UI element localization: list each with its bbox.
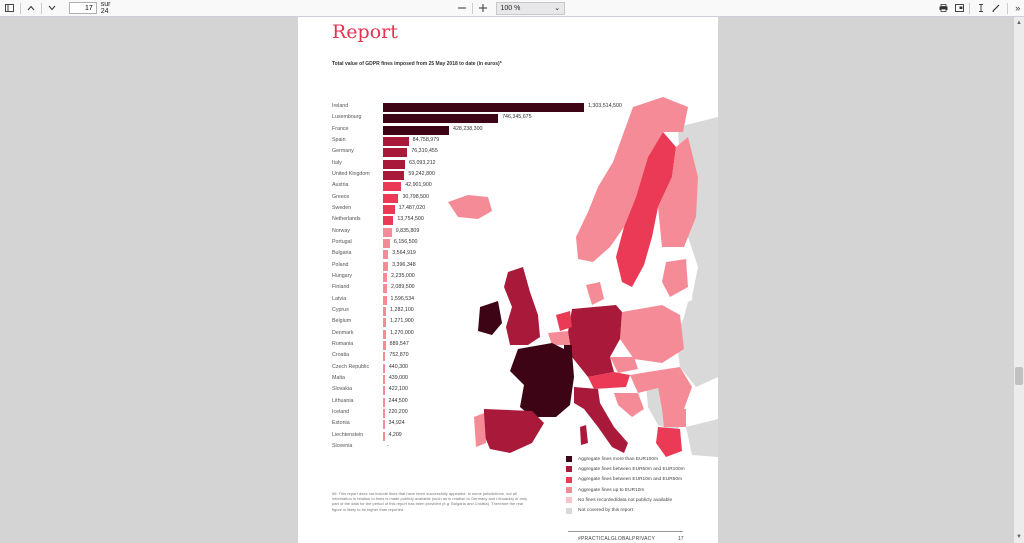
country-label: Slovenia	[332, 442, 353, 449]
chart-row	[332, 385, 632, 396]
next-page-button[interactable]	[46, 1, 59, 15]
chart-row	[332, 147, 632, 158]
fine-value-label: 428,238,300	[453, 125, 483, 132]
country-label: Poland	[332, 261, 349, 268]
chart-row	[332, 340, 632, 351]
country-label: Luxembourg	[332, 114, 362, 121]
footer-divider	[568, 531, 683, 532]
country-label: United Kingdom	[332, 170, 370, 177]
fine-bar	[383, 262, 388, 271]
fine-value-label: 4,209	[388, 431, 402, 438]
fine-bar	[383, 194, 398, 203]
chart-row	[332, 431, 632, 442]
chart-subtitle: Total value of GDPR fines imposed from 25 May 2018 to date (in euros)*	[332, 61, 502, 67]
chart-row	[332, 363, 632, 374]
fine-value-label: 746,345,675	[502, 114, 532, 121]
fine-value-label: 9,835,809	[395, 227, 420, 234]
country-label: Norway	[332, 227, 350, 234]
fine-value-label: 84,758,979	[412, 136, 440, 143]
fine-bar	[383, 126, 449, 135]
pdf-toolbar	[0, 0, 1024, 17]
chevron-down-icon: ⌄	[554, 5, 561, 12]
fine-bar	[383, 137, 409, 146]
fine-bar	[383, 318, 386, 327]
toolbar-divider	[472, 3, 473, 14]
country-label: Lithuania	[332, 397, 354, 404]
save-icon[interactable]	[953, 1, 966, 15]
zoom-out-button[interactable]	[455, 1, 468, 15]
zoom-value: 100 %	[500, 4, 521, 12]
chart-row	[332, 397, 632, 408]
fine-bar	[383, 216, 393, 225]
fine-bar	[383, 409, 385, 418]
chart-row	[332, 215, 632, 226]
country-label: Croatia	[332, 352, 350, 359]
chart-row	[332, 193, 632, 204]
chart-row	[332, 170, 632, 181]
page-title: Report	[332, 21, 398, 43]
fine-value-label: 1,303,514,500	[588, 103, 622, 109]
chart-row	[332, 102, 632, 113]
country-label: Spain	[332, 136, 346, 143]
chart-row	[332, 272, 632, 283]
legend-item	[566, 505, 685, 515]
fine-bar	[383, 160, 405, 169]
country-label: Latvia	[332, 295, 347, 302]
fine-bar	[383, 352, 385, 361]
country-label: Cyprus	[332, 306, 349, 313]
chart-row	[332, 261, 632, 272]
legend-label: Aggregate fines up to EUR10m	[578, 487, 645, 493]
country-label: Slovakia	[332, 386, 353, 393]
fines-bar-chart	[332, 102, 632, 453]
toolbar-divider	[1007, 3, 1008, 14]
country-label: Finland	[332, 284, 350, 291]
legend-swatch	[566, 497, 572, 503]
fine-value-label: 439,000	[388, 374, 408, 381]
country-label: Iceland	[332, 408, 350, 415]
country-label: Estonia	[332, 420, 350, 427]
fine-bar	[383, 375, 385, 384]
footnote: 56. This report does not include fines that have been successfully appealed. In some jurisdictions, not all information in relation to fines is made publicly available (such as in relation to Germany and Lithuania) or only part of the data for the period of this report has been provided (e.g. Bulgaria and Croatia). Therefore the real figure is likely to be higher than reported.	[332, 491, 527, 512]
country-label: Ireland	[332, 103, 349, 109]
fine-bar	[383, 386, 385, 395]
country-label: Portugal	[332, 238, 352, 245]
country-label: Italy	[332, 159, 342, 166]
scroll-up-icon[interactable]: ▲	[1016, 20, 1022, 26]
chart-row	[332, 136, 632, 147]
legend-item	[566, 475, 685, 485]
fine-bar	[383, 228, 392, 237]
legend-swatch	[566, 508, 572, 514]
country-label: Czech Republic	[332, 363, 370, 370]
fine-value-label: 13,754,500	[397, 216, 424, 223]
chart-row	[332, 238, 632, 249]
toolbar-divider	[41, 3, 42, 14]
fine-bar	[383, 114, 498, 123]
country-label: Hungary	[332, 272, 353, 279]
fine-bar	[383, 103, 584, 112]
fine-value-label: 17,487,020	[398, 204, 426, 211]
fine-value-label: 3,564,919	[392, 250, 416, 257]
country-label: Belgium	[332, 318, 352, 325]
fine-value-label: 1,271,900	[390, 318, 414, 325]
fine-bar	[383, 171, 404, 180]
legend-label: Aggregate fines between EUR10m and EUR50m	[578, 477, 682, 483]
country-label: Bulgaria	[332, 250, 352, 257]
legend-swatch	[566, 477, 572, 483]
fine-value-label: 1,282,100	[390, 306, 414, 313]
page-number-input[interactable]	[69, 2, 97, 14]
country-label: Greece	[332, 193, 350, 200]
country-label: Denmark	[332, 329, 354, 336]
fine-value-label: 1,270,000	[390, 329, 414, 336]
chart-row	[332, 329, 632, 340]
chart-row	[332, 419, 632, 430]
previous-page-button[interactable]	[25, 1, 38, 15]
fine-bar	[383, 182, 401, 191]
scroll-thumb[interactable]	[1015, 367, 1023, 385]
fine-value-label: 752,870	[389, 352, 409, 359]
vertical-scrollbar[interactable]	[1014, 17, 1024, 543]
fine-bar	[383, 250, 388, 259]
country-label: Germany	[332, 148, 354, 155]
scroll-down-icon[interactable]: ▼	[1016, 534, 1022, 540]
fine-bar	[383, 296, 387, 305]
chart-row	[332, 408, 632, 419]
country-label: Romania	[332, 340, 354, 347]
chart-row	[332, 295, 632, 306]
legend-swatch	[566, 466, 572, 472]
chart-row	[332, 317, 632, 328]
fine-value-label: 1,596,534	[390, 295, 415, 302]
fine-bar	[383, 420, 385, 429]
fine-value-label: 76,310,455	[411, 148, 438, 155]
footer-hashtag: #PRACTICALGLOBALPRIVACY	[578, 536, 656, 542]
chart-row	[332, 159, 632, 170]
fine-bar	[383, 432, 385, 441]
fine-value-label: 2,089,500	[391, 284, 415, 291]
legend-label: Aggregate fines more than EUR100m	[578, 456, 658, 462]
fine-value-label: -	[387, 442, 389, 449]
fine-value-label: 34,924	[388, 420, 405, 427]
legend-label: Aggregate fines between EUR50m and EUR100m	[578, 466, 685, 472]
fine-value-label: 220,200	[388, 408, 408, 415]
country-label: Netherlands	[332, 216, 361, 223]
fine-bar	[383, 239, 390, 248]
chart-row	[332, 125, 632, 136]
chart-row	[332, 351, 632, 362]
legend-item	[566, 485, 685, 495]
chart-row	[332, 113, 632, 124]
toolbar-divider	[969, 3, 970, 14]
country-label: Liechtenstein	[332, 431, 364, 438]
zoom-in-button[interactable]	[477, 1, 490, 15]
chart-row	[332, 204, 632, 215]
chart-row	[332, 306, 632, 317]
map-region-bulgaria	[662, 409, 686, 427]
legend-item	[566, 454, 685, 464]
fine-value-label: 244,500	[388, 397, 408, 404]
country-label: Malta	[332, 374, 345, 381]
more-tools-icon[interactable]: »	[1015, 3, 1021, 13]
country-label: Sweden	[332, 204, 352, 211]
toolbar-divider	[20, 3, 21, 14]
fine-value-label: 440,300	[388, 363, 408, 370]
fine-bar	[383, 330, 386, 339]
print-icon[interactable]	[937, 1, 950, 15]
legend-swatch	[566, 487, 572, 493]
chart-row	[332, 283, 632, 294]
fine-bar	[383, 364, 385, 373]
fine-value-label: 2,235,000	[391, 272, 415, 279]
fine-value-label: 59,242,800	[408, 170, 435, 177]
map-region-turkey	[686, 419, 718, 457]
fine-value-label: 422,100	[388, 386, 408, 393]
legend-label: Not covered by this report	[578, 508, 633, 514]
chart-row	[332, 442, 632, 453]
chart-row	[332, 181, 632, 192]
fine-bar	[383, 205, 395, 214]
pdf-page	[298, 17, 718, 543]
fine-bar	[383, 341, 386, 350]
fine-value-label: 3,396,348	[392, 261, 416, 268]
fine-value-label: 42,901,900	[405, 182, 432, 189]
chart-row	[332, 374, 632, 385]
draw-pencil-icon[interactable]	[990, 1, 1003, 15]
legend-swatch	[566, 456, 572, 462]
fine-bar	[383, 307, 386, 316]
fine-bar	[383, 398, 385, 407]
fine-bar	[383, 284, 387, 293]
fine-bar	[383, 273, 387, 282]
fine-bar	[383, 148, 407, 157]
legend-item	[566, 464, 685, 474]
legend-label: No fines recorded/data not publicly available	[578, 497, 673, 503]
fine-value-label: 889,547	[389, 340, 409, 347]
fine-value-label: 30,798,500	[402, 193, 429, 200]
sidebar-toggle-icon[interactable]	[3, 1, 16, 15]
fine-value-label: 6,156,500	[393, 238, 418, 245]
country-label: Austria	[332, 182, 349, 189]
legend-item	[566, 495, 685, 505]
country-label: France	[332, 125, 349, 132]
map-region-baltics	[662, 259, 688, 297]
map-legend	[566, 454, 685, 516]
chart-row	[332, 249, 632, 260]
zoom-select[interactable]	[496, 2, 566, 15]
page-total-label: sur 24	[100, 1, 111, 15]
text-cursor-icon[interactable]	[974, 1, 987, 15]
chart-row	[332, 227, 632, 238]
footer-page-number: 17	[678, 536, 684, 542]
fine-value-label: 63,093,212	[409, 159, 436, 166]
map-region-greece	[656, 427, 682, 457]
